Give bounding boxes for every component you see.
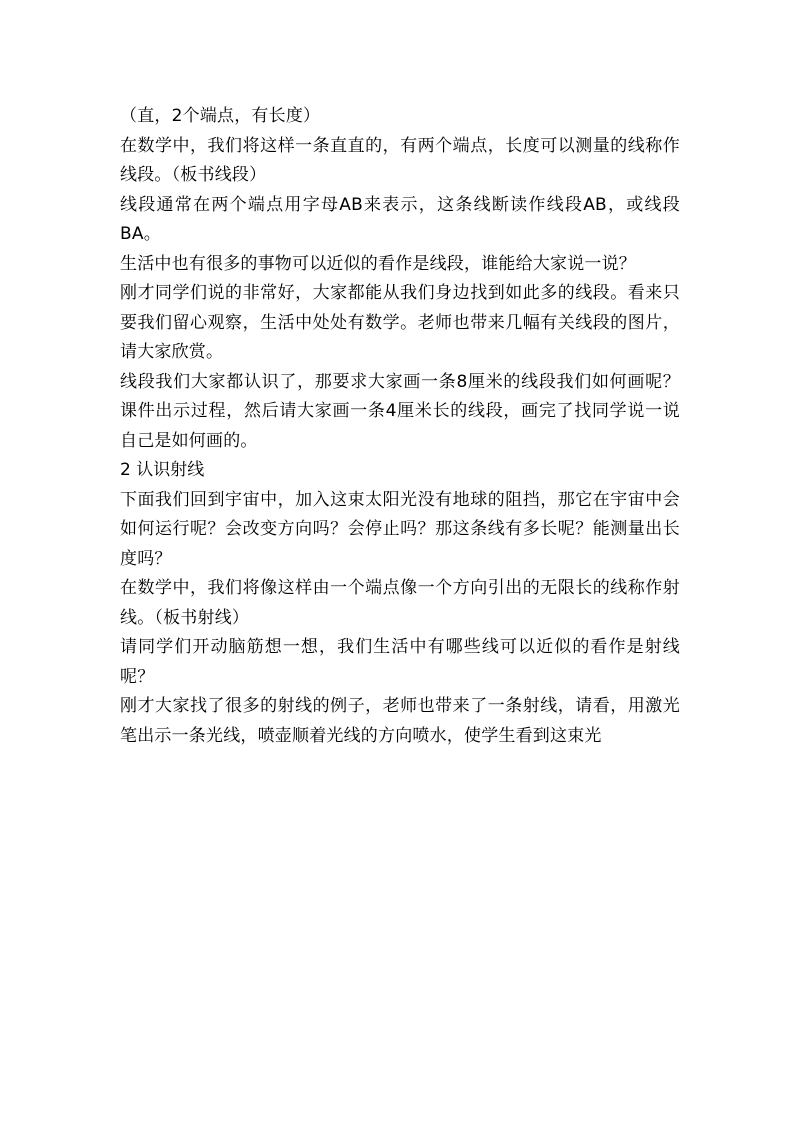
paragraph-line-segment-notation: 线段通常在两个端点用字母AB来表示，这条线断读作线段AB，或线段BA。: [120, 194, 680, 244]
paragraph-teacher-pictures: 刚才同学们说的非常好，大家都能从我们身边找到如此多的线段。看来只要我们留心观察，生活中处处有数学。老师也带来几幅有关线段的图片，请大家欣赏。: [120, 283, 680, 362]
paragraph-laser-demo: 刚才大家找了很多的射线的例子，老师也带来了一条射线，请看，用激光笔出示一条光线，喷壶顺着光线的方向喷水，使学生看到这束光: [120, 696, 680, 746]
paragraph-ray-definition: 在数学中，我们将像这样由一个端点像一个方向引出的无限长的线称作射线。（板书射线）: [120, 578, 680, 628]
paragraph-draw-line-segment: 线段我们大家都认识了，那要求大家画一条8厘米的线段我们如何画呢？课件出示过程，然后请大家画一条4厘米长的线段，画完了找同学说一说自己是如何画的。: [120, 371, 680, 451]
paragraph-life-examples-question: 生活中也有很多的事物可以近似的看作是线段，谁能给大家说一说？: [120, 253, 636, 274]
paragraph-ray-life-question: 请同学们开动脑筋想一想，我们生活中有哪些线可以近似的看作是射线呢？: [120, 637, 680, 687]
paragraph-line-segment-definition: 在数学中，我们将这样一条直直的，有两个端点，长度可以测量的线称作线段。（板书线段）: [120, 135, 680, 185]
section-heading-ray: 2 认识射线: [120, 460, 205, 480]
document-body: [120, 102, 680, 751]
paragraph-universe-light: 下面我们回到宇宙中，加入这束太阳光没有地球的阻挡，那它在宇宙中会如何运行呢？会改变方向吗？会停止吗？那这条线有多长呢？能测量出长度吗？: [120, 489, 680, 569]
paragraph-line-segment-properties: （直，2个端点，有长度）: [120, 106, 321, 126]
